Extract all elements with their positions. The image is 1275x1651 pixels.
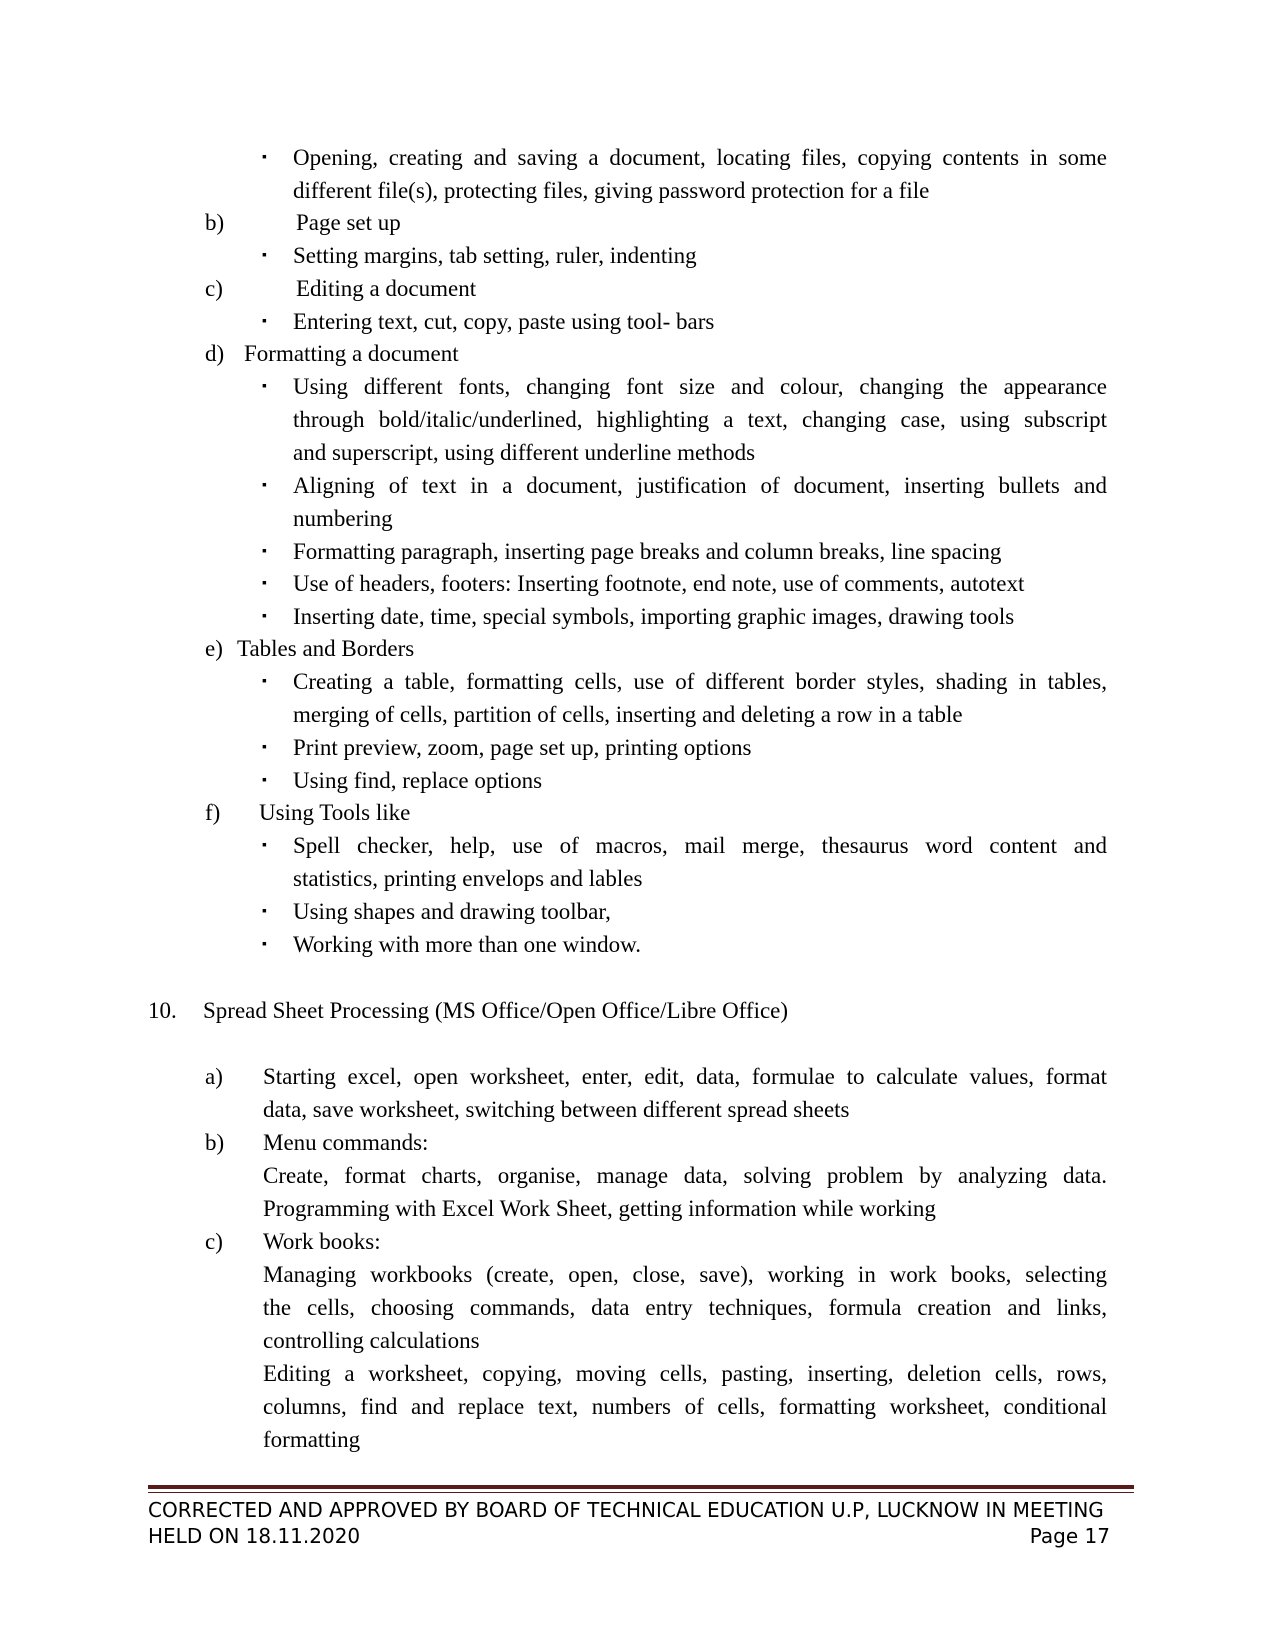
paragraph-line: formatting [263,1427,361,1452]
list-marker: e) [205,636,223,661]
paragraph-line: data, save worksheet, switching between different spread sheets [263,1097,850,1122]
subheading: Tables and Borders [237,636,415,661]
bullet-text: Entering text, cut, copy, paste using tool- bars [293,309,715,334]
list-marker: c) [205,276,223,301]
footer-approval-text: CORRECTED AND APPROVED BY BOARD OF TECHNICAL EDUCATION U.P, LUCKNOW IN MEETING [148,1498,1104,1522]
bullet-text: Opening, creating and saving a document, locating files, copying contents in some [293,145,1107,170]
footer-date-text: HELD ON 18.11.2020 [148,1524,361,1548]
section-number: 10. [148,998,177,1023]
bullet-text: Using find, replace options [293,768,543,793]
bullet-icon: ▪ [262,740,267,755]
subheading: Formatting a document [244,341,459,366]
bullet-text: Use of headers, footers: Inserting footnote, end note, use of comments, autotext [293,571,1025,596]
list-marker: f) [205,800,221,825]
bullet-text: Using different fonts, changing font size and colour, changing the appearance [293,374,1107,399]
paragraph-line: controlling calculations [263,1328,480,1353]
bullet-icon: ▪ [262,937,267,952]
subheading: Using Tools like [259,800,411,825]
paragraph-line: columns, find and replace text, numbers of cells, formatting worksheet, conditional [263,1394,1107,1419]
list-marker: b) [205,1130,225,1155]
list-marker: b) [205,210,225,235]
section-title: Spread Sheet Processing (MS Office/Open Office/Libre Office) [203,998,789,1023]
bullet-icon: ▪ [262,478,267,493]
paragraph-line: the cells, choosing commands, data entry techniques, formula creation and links, [263,1295,1107,1320]
bullet-text: Formatting paragraph, inserting page breaks and column breaks, line spacing [293,539,1002,564]
bullet-icon: ▪ [262,773,267,788]
bullet-text: numbering [293,506,393,531]
bullet-icon: ▪ [262,544,267,559]
bullet-text: Working with more than one window. [293,932,641,957]
list-marker: c) [205,1229,223,1254]
bullet-text: and superscript, using different underline methods [293,440,756,465]
bullet-text: Spell checker, help, use of macros, mail merge, thesaurus word content and [293,833,1107,858]
paragraph-line: Starting excel, open worksheet, enter, edit, data, formulae to calculate values, format [263,1064,1107,1089]
footer-divider [148,1485,1134,1489]
page-number: Page 17 [1029,1524,1110,1548]
bullet-icon: ▪ [262,904,267,919]
paragraph-line: Create, format charts, organise, manage data, solving problem by analyzing data. [263,1163,1107,1188]
subheading: Menu commands: [263,1130,429,1155]
bullet-text: Creating a table, formatting cells, use of different border styles, shading in tables, [293,669,1107,694]
list-marker: a) [205,1064,223,1089]
bullet-text: Aligning of text in a document, justification of document, inserting bullets and [293,473,1107,498]
bullet-icon: ▪ [262,838,267,853]
bullet-text: through bold/italic/underlined, highlighting a text, changing case, using subscript [293,407,1107,432]
bullet-text: Setting margins, tab setting, ruler, indenting [293,243,697,268]
bullet-text: Inserting date, time, special symbols, importing graphic images, drawing tools [293,604,1015,629]
subheading: Page set up [296,210,401,235]
bullet-icon: ▪ [262,314,267,329]
list-marker: d) [205,341,225,366]
subheading: Editing a document [296,276,477,301]
paragraph-line: Editing a worksheet, copying, moving cells, pasting, inserting, deletion cells, rows, [263,1361,1107,1386]
bullet-text: merging of cells, partition of cells, inserting and deleting a row in a table [293,702,963,727]
bullet-icon: ▪ [262,379,267,394]
bullet-text: statistics, printing envelops and lables [293,866,643,891]
paragraph-line: Managing workbooks (create, open, close, save), working in work books, selecting [263,1262,1107,1287]
paragraph-line: Programming with Excel Work Sheet, getting information while working [263,1196,936,1221]
footer-divider [148,1492,1134,1493]
bullet-text: Using shapes and drawing toolbar, [293,899,611,924]
bullet-icon: ▪ [262,576,267,591]
bullet-text: Print preview, zoom, page set up, printing options [293,735,752,760]
bullet-icon: ▪ [262,674,267,689]
bullet-icon: ▪ [262,248,267,263]
bullet-icon: ▪ [262,150,267,165]
subheading: Work books: [263,1229,381,1254]
bullet-icon: ▪ [262,609,267,624]
bullet-text: different file(s), protecting files, giving password protection for a file [293,178,930,203]
